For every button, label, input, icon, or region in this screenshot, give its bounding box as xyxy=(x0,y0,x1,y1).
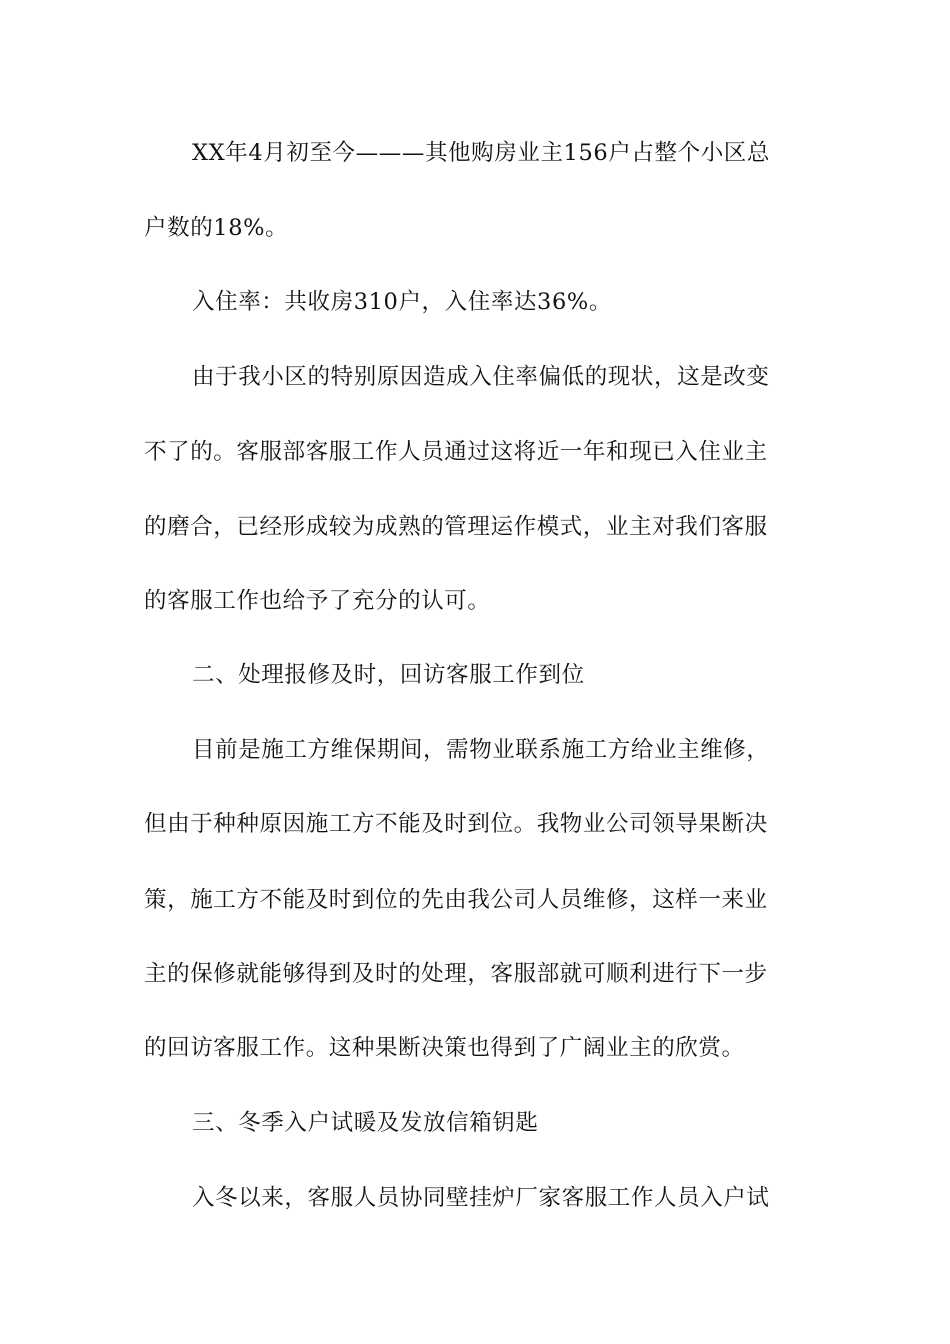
paragraph-line: 目前是施工方维保期间，需物业联系施工方给业主维修， xyxy=(192,737,770,763)
paragraph-line: 户数的18%。 xyxy=(144,215,289,241)
paragraph-line: 的磨合，已经形成较为成熟的管理运作模式，业主对我们客服 xyxy=(144,514,768,540)
section-heading: 二、处理报修及时，回访客服工作到位 xyxy=(192,662,585,688)
paragraph-line: 入冬以来，客服人员协同壁挂炉厂家客服工作人员入户试 xyxy=(192,1185,770,1211)
paragraph-line: 策，施工方不能及时到位的先由我公司人员维修，这样一来业 xyxy=(144,887,768,913)
paragraph-line: 的回访客服工作。这种果断决策也得到了广阔业主的欣赏。 xyxy=(144,1035,745,1061)
section-heading: 三、冬季入户试暖及发放信箱钥匙 xyxy=(192,1110,539,1136)
paragraph-line: 主的保修就能够得到及时的处理，客服部就可顺利进行下一步 xyxy=(144,961,768,987)
paragraph-line: 入住率：共收房310户，入住率达36%。 xyxy=(192,289,612,315)
paragraph-line: XX年4月初至今———其他购房业主156户占整个小区总 xyxy=(192,140,770,166)
paragraph-line: 但由于种种原因施工方不能及时到位。我物业公司领导果断决 xyxy=(144,811,768,837)
paragraph-line: 的客服工作也给予了充分的认可。 xyxy=(144,588,491,614)
paragraph-line: 不了的。客服部客服工作人员通过这将近一年和现已入住业主 xyxy=(144,439,768,465)
paragraph-line: 由于我小区的特别原因造成入住率偏低的现状，这是改变 xyxy=(192,364,770,390)
